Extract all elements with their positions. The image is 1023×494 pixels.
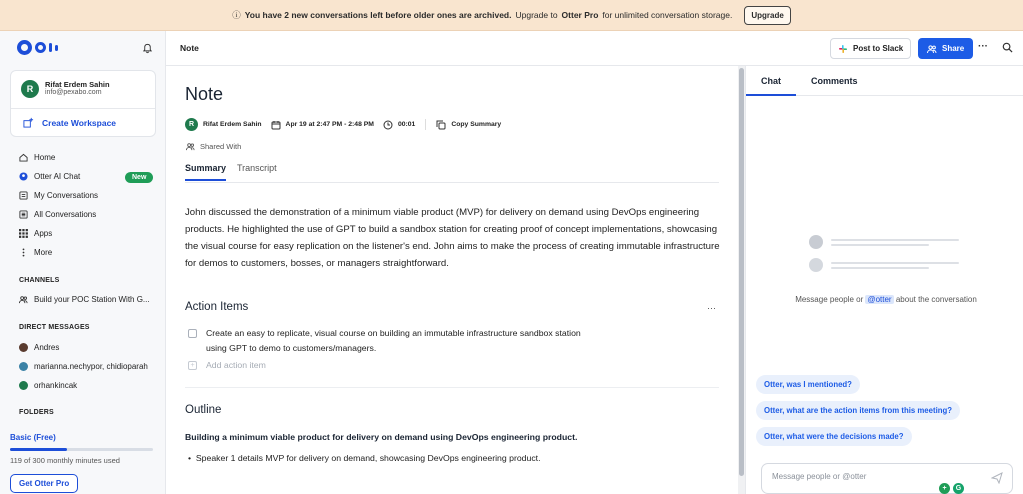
add-action-item[interactable] (188, 360, 266, 370)
post-to-slack-button[interactable] (830, 38, 911, 59)
action-item-text-line1: Create an easy to replicate, visual course on building an immutable infrastructure sandbox station (206, 328, 581, 338)
scrollbar-thumb[interactable] (739, 68, 744, 476)
extension-badges (939, 483, 964, 494)
topbar-title: Note (180, 43, 199, 53)
send-icon[interactable] (991, 472, 1003, 484)
outline-heading: Outline (185, 404, 222, 416)
minutes-progress-bar (10, 448, 153, 451)
nav-my-conversations-label: My Conversations (34, 191, 99, 200)
note-panel (166, 66, 738, 494)
note-title[interactable]: Note (185, 84, 224, 104)
avatar (19, 343, 28, 352)
people-icon (19, 295, 28, 304)
action-items-more-icon[interactable]: ··· (707, 303, 716, 313)
action-item-text-line2: using GPT to demo to customers/managers. (206, 343, 377, 353)
dm-item-label: Andres (34, 343, 60, 352)
nav-more-label: More (34, 248, 53, 257)
suggestion-chip[interactable]: Otter, what were the decisions made? (756, 427, 912, 446)
note-date: Apr 19 at 2:47 PM - 2:48 PM (285, 121, 374, 128)
post-to-slack-label: Post to Slack (853, 44, 904, 53)
empty-text-1: Message people or (795, 295, 864, 304)
suggestion-chip[interactable]: Otter, was I mentioned? (756, 375, 860, 394)
tab-comments[interactable]: Comments (811, 76, 858, 86)
folders-heading: FOLDERS (19, 409, 54, 416)
action-items-heading: Action Items (185, 301, 249, 313)
nav-all-conversations-label: All Conversations (34, 210, 97, 219)
new-badge: New (125, 172, 153, 183)
summary-text: John discussed the demonstration of a minimum viable product (MVP) for delivery on demand using DevOps engineering products. He highlighted the use of GPT to build a sandbox station for creating proof of concept implementations, showcasing the visual course for easy replication on the listener's end. John aims to make the process of creating immutable infrastructure for demos to customers, bosses, or managers straightforward. (185, 207, 720, 269)
bell-icon[interactable] (142, 43, 153, 54)
copy-icon (436, 120, 446, 130)
tab-summary[interactable]: Summary (185, 163, 226, 181)
outline-bullet-text: Speaker 1 details MVP for delivery on demand, showcasing DevOps engineering product. (195, 453, 541, 463)
nav-all-conversations[interactable] (19, 210, 96, 219)
note-scrollbar[interactable] (738, 66, 745, 494)
nav-more[interactable] (19, 248, 52, 257)
note-duration: 00:01 (397, 121, 416, 128)
dm-item[interactable] (19, 381, 77, 390)
tab-chat[interactable]: Chat (746, 76, 796, 96)
top-bar (166, 31, 1023, 66)
chat-empty-message (786, 294, 986, 306)
user-card[interactable] (10, 70, 156, 137)
minutes-used-text: 119 of 300 monthly minutes used (10, 456, 120, 465)
plus-badge-icon[interactable]: + (939, 483, 950, 494)
shared-with[interactable] (186, 142, 241, 151)
chat-placeholder-row (809, 258, 959, 272)
channel-item-label: Build your POC Station With G... (34, 295, 150, 304)
share-people-icon (927, 44, 937, 54)
chat-tabs (746, 66, 1023, 96)
banner-warning: You have 2 new conversations left before older ones are archived. (244, 10, 512, 20)
avatar (19, 362, 28, 371)
share-label: Share (942, 44, 965, 53)
all-conversations-icon (19, 210, 28, 219)
search-icon[interactable] (1002, 42, 1013, 53)
avatar (19, 381, 28, 390)
person-icon (809, 235, 823, 249)
more-vertical-icon (19, 248, 28, 257)
share-button[interactable] (918, 38, 973, 59)
calendar-icon (271, 120, 281, 130)
copy-summary-button[interactable]: Copy Summary (451, 121, 502, 128)
apps-grid-icon (19, 229, 28, 238)
nav-my-conversations[interactable] (19, 191, 98, 200)
conversations-icon (19, 191, 28, 200)
chat-placeholder-row (809, 235, 959, 249)
nav-apps[interactable] (19, 229, 52, 238)
get-otter-pro-button[interactable]: Get Otter Pro (10, 474, 78, 493)
upgrade-button[interactable]: Upgrade (744, 6, 790, 25)
otter-logo[interactable] (17, 40, 58, 55)
shared-with-label: Shared With (200, 142, 242, 151)
author-avatar: R (185, 118, 198, 131)
dm-item-label: orhankincak (34, 381, 78, 390)
plan-name: Basic (Free) (10, 433, 56, 442)
action-item-checkbox[interactable] (188, 329, 197, 338)
user-email: info@pexabo.com (45, 89, 102, 96)
channels-heading: CHANNELS (19, 277, 60, 284)
meta-separator (425, 119, 426, 130)
nav-home-label: Home (34, 153, 56, 162)
dm-item[interactable] (19, 343, 59, 352)
direct-messages-heading: DIRECT MESSAGES (19, 324, 90, 331)
banner-brand: Otter Pro (561, 10, 599, 20)
workspace-plus-icon (23, 117, 34, 128)
create-workspace-label: Create Workspace (42, 117, 117, 128)
otter-ai-icon (19, 172, 28, 181)
home-icon (19, 153, 28, 162)
chat-input-placeholder: Message people or @otter (772, 472, 867, 481)
nav-ai-chat[interactable] (19, 172, 80, 181)
upgrade-banner (0, 0, 1023, 31)
banner-text-upgrade: Upgrade to (515, 10, 558, 20)
create-workspace-button[interactable] (23, 117, 116, 128)
more-options-icon[interactable]: ··· (978, 41, 988, 52)
banner-text-storage: for unlimited conversation storage. (602, 10, 733, 20)
suggestion-chip[interactable]: Otter, what are the action items from this meeting? (756, 401, 960, 420)
tab-transcript[interactable]: Transcript (237, 163, 277, 173)
plus-icon: + (188, 361, 197, 370)
card-divider (11, 108, 155, 109)
dm-item-label: marianna.nechypor, chidioparah (34, 362, 148, 371)
slack-icon (838, 44, 848, 54)
nav-home[interactable] (19, 153, 55, 162)
otter-icon (809, 258, 823, 272)
nav-apps-label: Apps (34, 229, 53, 238)
section-divider (185, 387, 719, 388)
dm-item[interactable] (19, 362, 148, 371)
user-name: Rifat Erdem Sahin (45, 80, 110, 89)
chat-panel (745, 66, 1023, 494)
otter-mention: @otter (867, 295, 892, 304)
grammarly-icon[interactable]: G (953, 483, 964, 494)
add-action-item-label: Add action item (206, 360, 266, 370)
note-tabs (185, 163, 719, 183)
people-icon (186, 142, 195, 151)
outline-bullet: • Speaker 1 details MVP for delivery on demand, showcasing DevOps engineering product. (188, 453, 541, 463)
clock-icon (383, 120, 393, 130)
user-avatar: R (21, 80, 39, 98)
empty-text-2: about the conversation (895, 295, 977, 304)
outline-subheading: Building a minimum viable product for delivery on demand using DevOps engineering product. (185, 432, 578, 442)
action-item (188, 326, 648, 356)
note-meta (185, 118, 501, 131)
nav-ai-chat-label: Otter AI Chat (34, 172, 81, 181)
author-name: Rifat Erdem Sahin (203, 121, 262, 128)
info-icon: ⓘ (232, 10, 241, 20)
chat-message-input[interactable] (761, 463, 1013, 494)
channel-item[interactable] (19, 295, 150, 304)
